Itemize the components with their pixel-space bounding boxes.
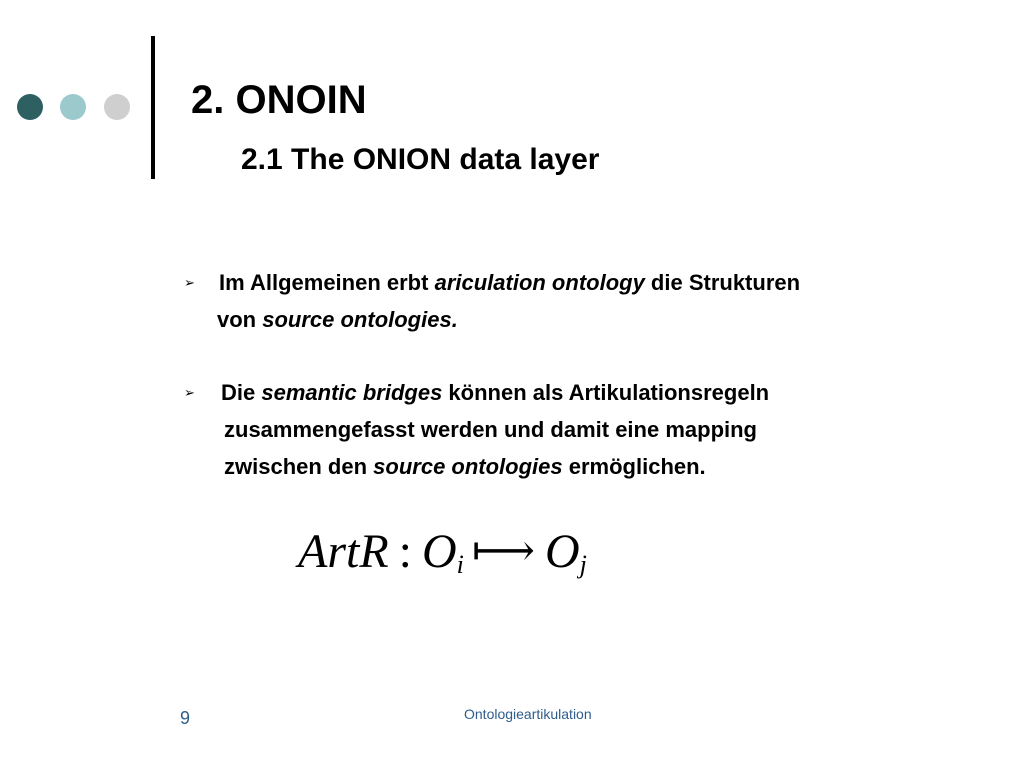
formula-target: O	[544, 525, 580, 578]
bullet-text-segment: die Strukturen	[644, 270, 801, 295]
title-divider	[151, 36, 155, 179]
bullet-text-segment: Die	[221, 380, 262, 405]
bullet-2-line-1	[221, 374, 769, 411]
decorative-dot-light	[60, 94, 86, 120]
maps-to-arrow-icon: ⟼	[471, 526, 535, 575]
bullet-1-line-2	[217, 301, 458, 338]
bullet-text-segment: zusammengefasst werden und damit eine mapping	[224, 417, 757, 442]
bullet-2-line-2	[224, 411, 757, 448]
arrowhead-bullet-icon: ➢	[184, 275, 195, 290]
formula-colon: :	[398, 525, 412, 578]
formula-source: O	[422, 525, 457, 578]
bullet-text-italic-segment: source ontologies.	[262, 307, 458, 332]
bullet-text-segment: ermöglichen.	[562, 454, 706, 479]
bullet-1-line-1	[219, 264, 800, 301]
decorative-dot-grey	[104, 94, 130, 120]
page-number: 9	[180, 708, 191, 728]
slide-title: 2. ONOIN	[191, 78, 367, 122]
mapping-formula	[298, 524, 587, 587]
bullet-text-italic-segment: semantic bridges	[261, 380, 443, 405]
bullet-text-italic-segment: ariculation ontology	[434, 270, 645, 295]
bullet-text-segment: Im Allgemeinen erbt	[219, 270, 435, 295]
bullet-text-segment: können als Artikulationsregeln	[442, 380, 770, 405]
bullet-text-italic-segment: source ontologies	[373, 454, 563, 479]
arrowhead-bullet-icon: ➢	[184, 385, 195, 400]
formula-target-subscript: j	[579, 550, 587, 579]
slide-subtitle: 2.1 The ONION data layer	[241, 143, 600, 176]
bullet-2-line-3	[224, 448, 706, 485]
formula-lhs: ArtR	[298, 525, 389, 578]
bullet-text-segment: zwischen den	[224, 454, 374, 479]
footer-text: Ontologieartikulation	[464, 706, 592, 722]
bullet-text-segment: von	[217, 307, 263, 332]
decorative-dot-dark	[17, 94, 43, 120]
formula-source-subscript: i	[456, 550, 464, 579]
